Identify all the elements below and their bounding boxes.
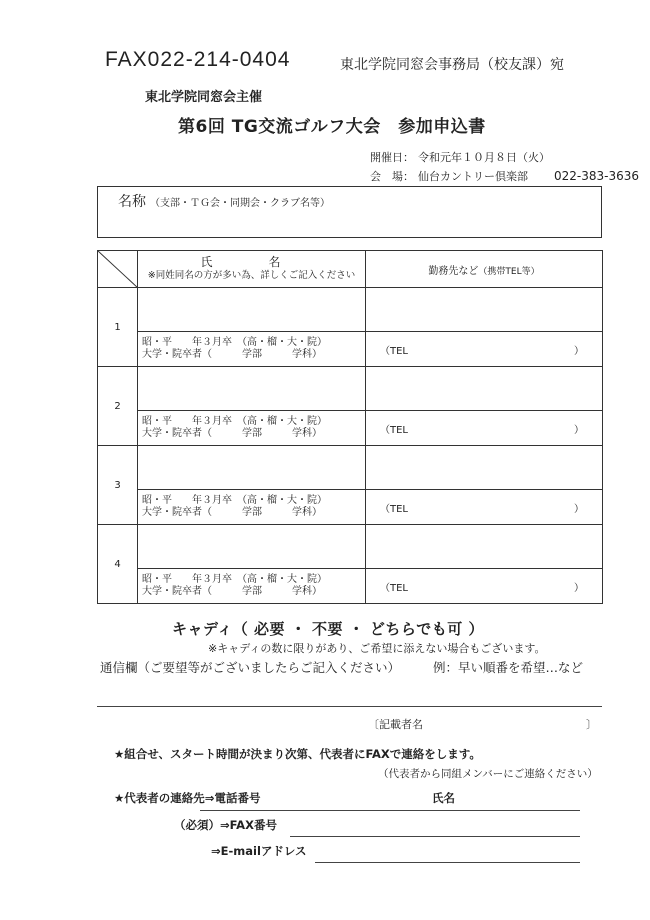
row-number: 3	[98, 446, 138, 525]
table-row	[98, 288, 603, 332]
page-title: 第6回 TG交流ゴルフ大会 参加申込書	[178, 117, 486, 137]
tel-close: ）	[574, 503, 584, 515]
graduation-line-2: 大学・院卒者（ 学部 学科）	[142, 586, 322, 597]
notice-contact: ★組合せ、スタート時間が決まり次第、代表者にFAXで連絡をします。	[114, 747, 481, 761]
rep-email-label: ⇒E-mailアドレス	[211, 844, 307, 858]
table-row	[98, 446, 603, 490]
organization-field[interactable]	[97, 186, 602, 238]
tel-open: （TEL	[380, 345, 408, 357]
name-input-cell[interactable]	[138, 446, 366, 490]
work-header-cell	[366, 251, 603, 288]
graduation-line-1: 昭・平 年３月卒 （高・榴・大・院）	[142, 337, 327, 348]
row-number: 1	[98, 288, 138, 367]
diagonal-line-icon	[98, 251, 138, 288]
name-input-cell[interactable]	[138, 367, 366, 411]
row-number: 2	[98, 367, 138, 446]
entry-table	[97, 250, 603, 604]
tel-open: （TEL	[380, 424, 408, 436]
table-row	[98, 569, 603, 604]
tel-close: ）	[574, 345, 584, 357]
recorder-name-label[interactable]: 〔記載者名	[368, 718, 423, 731]
table-row	[98, 525, 603, 569]
caddie-note: ※キャディの数に限りがあり、ご希望に添えない場合もございます。	[208, 642, 546, 655]
organization-hint: （支部・ＴＧ会・同期会・クラブ名等）	[150, 198, 330, 209]
rep-phone-label: ★代表者の連絡先⇒電話番号	[114, 791, 261, 805]
event-date-label: 開催日：	[370, 151, 414, 164]
rep-email-line[interactable]	[315, 862, 580, 863]
graduation-line-1: 昭・平 年３月卒 （高・榴・大・院）	[142, 495, 327, 506]
tel-input-cell[interactable]	[366, 411, 603, 446]
tel-input-cell[interactable]	[366, 332, 603, 367]
name-input-cell[interactable]	[138, 288, 366, 332]
graduation-line-1: 昭・平 年３月卒 （高・榴・大・院）	[142, 574, 327, 585]
tel-input-cell[interactable]	[366, 569, 603, 604]
tel-close: ）	[574, 582, 584, 594]
tel-open: （TEL	[380, 503, 408, 515]
table-row	[98, 411, 603, 446]
work-header-note: （携帯TEL等）	[478, 266, 540, 277]
tel-open: （TEL	[380, 582, 408, 594]
workplace-input-cell[interactable]	[366, 446, 603, 490]
graduation-line-2: 大学・院卒者（ 学部 学科）	[142, 507, 322, 518]
tel-close: ）	[574, 424, 584, 436]
name-input-cell[interactable]	[138, 525, 366, 569]
caddie-choice[interactable]: キャディ（ 必要 ・ 不要 ・ どちらでも可 ）	[172, 620, 484, 638]
event-info	[370, 148, 639, 186]
row-number: 4	[98, 525, 138, 604]
event-venue-tel: 022-383-3636	[554, 169, 640, 183]
organization-label	[118, 191, 330, 211]
table-header-row	[98, 251, 603, 288]
event-venue-label: 会 場：	[370, 170, 414, 183]
comments-divider	[97, 706, 602, 707]
fax-recipient: 東北学院同窓会事務局（校友課）宛	[340, 57, 564, 73]
event-date	[370, 148, 639, 167]
event-date-value: 令和元年１０月８日（火）	[418, 151, 550, 164]
table-row	[98, 490, 603, 525]
graduation-cell[interactable]	[138, 332, 366, 367]
rep-fax-label: （必須）⇒FAX番号	[174, 818, 277, 832]
table-row	[98, 367, 603, 411]
graduation-cell[interactable]	[138, 490, 366, 525]
comments-label: 通信欄（ご要望等がございましたらご記入ください）	[100, 660, 401, 675]
comments-example: 例：早い順番を希望…など	[433, 660, 584, 675]
event-venue	[370, 167, 639, 186]
recorder-name-close: 〕	[586, 718, 597, 731]
table-row	[98, 332, 603, 367]
name-header-cell	[138, 251, 366, 288]
workplace-input-cell[interactable]	[366, 367, 603, 411]
header-corner-cell	[98, 251, 138, 288]
event-venue-value: 仙台カントリー倶楽部	[418, 170, 528, 183]
graduation-cell[interactable]	[138, 569, 366, 604]
workplace-input-cell[interactable]	[366, 525, 603, 569]
name-header-note: ※同姓同名の方が多い為、詳しくご記入ください	[147, 270, 356, 281]
rep-name-label: 氏名	[432, 791, 455, 805]
graduation-cell[interactable]	[138, 411, 366, 446]
name-header: 氏 名	[200, 255, 303, 269]
sponsor: 東北学院同窓会主催	[145, 90, 263, 105]
graduation-line-2: 大学・院卒者（ 学部 学科）	[142, 428, 322, 439]
workplace-input-cell[interactable]	[366, 288, 603, 332]
work-header: 勤務先など	[428, 265, 479, 277]
rep-fax-line[interactable]	[290, 836, 580, 837]
notice-forward: （代表者から同組メンバーにご連絡ください）	[378, 768, 598, 780]
tel-input-cell[interactable]	[366, 490, 603, 525]
organization-label-text: 名称	[118, 194, 146, 210]
fax-number: FAX022-214-0404	[105, 48, 291, 71]
graduation-line-1: 昭・平 年３月卒 （高・榴・大・院）	[142, 416, 327, 427]
graduation-line-2: 大学・院卒者（ 学部 学科）	[142, 349, 322, 360]
rep-phone-line[interactable]	[200, 810, 580, 811]
